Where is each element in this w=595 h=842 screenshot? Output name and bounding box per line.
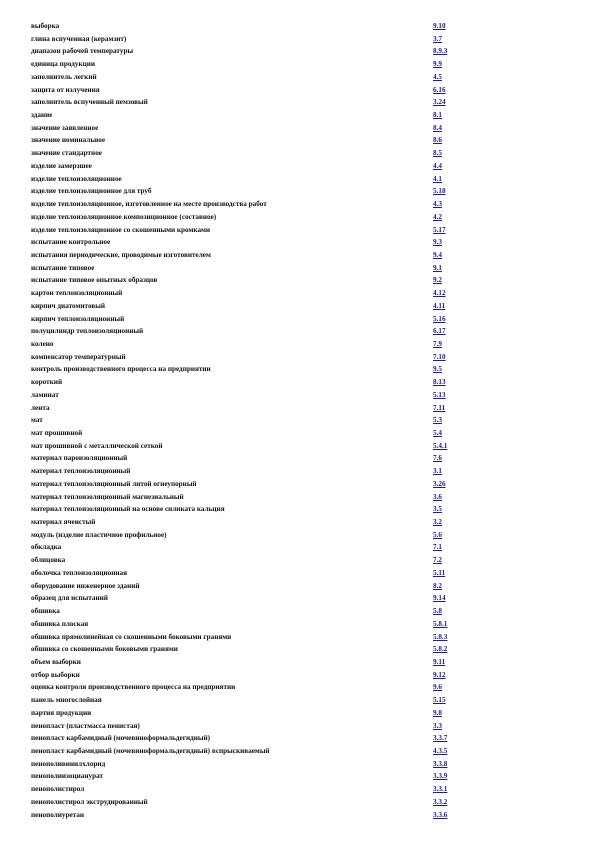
index-row (31, 262, 571, 275)
index-ref-link[interactable]: 3.3.2 (433, 797, 448, 806)
index-ref-link[interactable]: 4.12 (433, 289, 446, 298)
index-row (31, 465, 571, 478)
index-row (31, 529, 571, 542)
index-row (31, 643, 571, 656)
index-row (31, 211, 571, 224)
index-ref-link[interactable]: 5.8 (433, 607, 442, 616)
index-term: кирпич теплоизоляционный (31, 314, 125, 323)
index-row (31, 694, 571, 707)
index-ref-link[interactable]: 5.4 (433, 429, 442, 437)
index-row (31, 580, 571, 593)
index-term: пенополистирол (31, 785, 85, 794)
index-row (31, 809, 571, 822)
index-row (31, 109, 571, 122)
index-ref-link[interactable]: 5.8.1 (433, 619, 448, 628)
index-term: материал теплоизоляционный магнезиальный (31, 492, 184, 501)
index-term: пенополистирол экструдированный (31, 797, 148, 806)
index-row (31, 452, 571, 465)
index-row (31, 313, 571, 326)
index-term: контроль производственного процесса на предприятии (31, 365, 211, 374)
index-row (31, 440, 571, 453)
index-ref-link[interactable]: 8.9.3 (433, 47, 448, 56)
index-term: изделие замерзшее (31, 161, 92, 170)
index-ref-link[interactable]: 3.3.8 (433, 759, 448, 768)
index-ref-link[interactable]: 3.6 (433, 492, 442, 501)
index-term: короткий (31, 378, 63, 387)
index-term: картон теплоизоляционный (31, 289, 123, 298)
index-term: пенопласт карбамидный (мочевиноформальдегидный) (31, 734, 211, 743)
index-row (31, 122, 571, 135)
index-term: глина вспученная (керамзит) (31, 34, 127, 43)
index-row (31, 33, 571, 46)
index-ref-link[interactable]: 7.10 (433, 352, 446, 361)
index-row (31, 160, 571, 173)
index-ref-link[interactable]: 3.3 (433, 721, 442, 730)
index-term: значение заявленное (31, 123, 99, 132)
index-ref-link[interactable]: 4.3.5 (433, 746, 448, 755)
index-row (31, 414, 571, 427)
index-ref-link[interactable]: 5.8.2 (433, 645, 448, 654)
index-term: панель многослойная (31, 696, 102, 705)
index-ref-link[interactable]: 3.3.9 (433, 772, 448, 781)
index-term: облицовка (31, 556, 66, 565)
index-term: значение номинальное (31, 136, 106, 145)
index-term: диапазон рабочей температуры (31, 47, 134, 56)
index-term: изделие теплоизоляционное со скошенными кромками (31, 225, 211, 234)
index-term: компенсатор температурный (31, 352, 126, 361)
index-row (31, 478, 571, 491)
index-row (31, 147, 571, 160)
index-term: материал пароизоляционный (31, 454, 128, 463)
index-term: заполнитель легкий (31, 72, 97, 81)
index-ref-link[interactable]: 5.6 (433, 530, 442, 539)
index-ref-link[interactable]: 6.16 (433, 85, 446, 94)
index-ref-link[interactable]: 9.8 (433, 708, 442, 717)
index-ref-link[interactable]: 3.7 (433, 34, 442, 43)
index-term: полуцилиндр теплоизоляционный (31, 327, 144, 336)
index-ref-link[interactable]: 7.11 (433, 403, 446, 412)
index-term: оболочка теплоизоляционная (31, 568, 128, 577)
index-term: изделие теплоизоляционное (31, 174, 122, 183)
index-row (31, 567, 571, 580)
index-ref-link[interactable]: 7.2 (433, 556, 442, 565)
index-term: пенопласт (пластмасса пенистая) (31, 721, 140, 730)
index-ref-link[interactable]: 9.5 (433, 365, 442, 374)
index-row (31, 325, 571, 338)
index-ref-link[interactable]: 6.17 (433, 327, 446, 336)
index-term: пенополивинилхлорид (31, 759, 106, 768)
index-ref-link[interactable]: 9.2 (433, 276, 442, 285)
index-ref-link[interactable]: 8.1 (433, 111, 442, 120)
index-row (31, 758, 571, 771)
index-row (31, 224, 571, 237)
index-term: испытание типовое опытных образцов (31, 276, 158, 285)
index-term: обшивка прямолинейная со скошенными боковыми гранями (31, 632, 232, 641)
index-ref-link[interactable]: 8.5 (433, 149, 442, 158)
index-ref-link[interactable]: 7.1 (433, 543, 442, 552)
index-row (31, 707, 571, 720)
index-row (31, 656, 571, 669)
index-term: образец для испытаний (31, 594, 108, 603)
index-ref-link[interactable]: 5.4.1 (433, 441, 448, 450)
index-ref-link[interactable]: 5.18 (433, 187, 446, 196)
index-ref-link[interactable]: 3.5 (433, 505, 442, 514)
index-term: обшивка со скошенными боковыми гранями (31, 645, 178, 654)
index-term: здание (31, 111, 53, 120)
index-term: партия продукции (31, 708, 92, 717)
index-term: колено (31, 339, 54, 348)
index-term: пенопласт карбамидный (мочевиноформальдегидный) вспрыскиваемый (31, 746, 270, 755)
index-term: мат прошивной (31, 429, 83, 437)
index-term: лента (31, 403, 50, 412)
index-term: пенополиизоцианурат (31, 772, 104, 781)
index-row (31, 249, 571, 262)
index-row (31, 338, 571, 351)
index-term: пенополиуретан (31, 810, 85, 819)
index-ref-link[interactable]: 9.14 (433, 594, 446, 603)
index-term: материал теплоизоляционный литой огнеупорный (31, 479, 197, 488)
index-ref-link[interactable]: 5.13 (433, 390, 446, 399)
index-row (31, 720, 571, 733)
index-term: выборка (31, 22, 60, 30)
index-row (31, 516, 571, 529)
index-row (31, 351, 571, 364)
index-row (31, 96, 571, 109)
index-row (31, 84, 571, 97)
index-row (31, 541, 571, 554)
index-ref-link[interactable]: 4.2 (433, 212, 442, 221)
index-ref-link[interactable]: 9.11 (433, 657, 446, 666)
index-ref-link[interactable]: 9.3 (433, 238, 442, 247)
index-row (31, 363, 571, 376)
index-ref-link[interactable]: 4.1 (433, 174, 442, 183)
index-term: обшивка плоская (31, 619, 89, 628)
index-ref-link[interactable]: 3.3.1 (433, 785, 448, 794)
index-ref-link[interactable]: 3.3.6 (433, 810, 448, 819)
index-row (31, 274, 571, 287)
index-row (31, 592, 571, 605)
index-row (31, 745, 571, 758)
index-term: мат прошивной с металлической сеткой (31, 441, 163, 450)
index-row (31, 300, 571, 313)
index-ref-link[interactable]: 3.3.7 (433, 734, 448, 743)
index-term: оборудование инженерное зданий (31, 581, 140, 590)
index-term: обкладка (31, 543, 62, 552)
index-row (31, 58, 571, 71)
index-ref-link[interactable]: 9.12 (433, 670, 446, 679)
index-ref-link[interactable]: 9.4 (433, 250, 442, 259)
index-ref-link[interactable]: 4.4 (433, 161, 442, 170)
index-term: испытание контрольное (31, 238, 111, 247)
index-term: единица продукции (31, 60, 96, 69)
index-row (31, 554, 571, 567)
index-ref-link[interactable]: 4.11 (433, 301, 446, 310)
index-ref-link[interactable]: 5.15 (433, 696, 446, 705)
index-ref-link[interactable]: 7.6 (433, 454, 442, 463)
index-ref-link[interactable]: 8.13 (433, 378, 446, 387)
index-row (31, 427, 571, 440)
index-ref-link[interactable]: 8.4 (433, 123, 442, 132)
index-term: мат (31, 416, 43, 425)
index-row (31, 503, 571, 516)
index-ref-link[interactable]: 3.24 (433, 98, 446, 107)
index-row (31, 732, 571, 745)
index-ref-link[interactable]: 5.11 (433, 568, 446, 577)
index-ref-link[interactable]: 5.3 (433, 416, 442, 425)
index-row (31, 402, 571, 415)
index-row (31, 185, 571, 198)
index-row (31, 20, 571, 33)
index-row (31, 287, 571, 300)
index-term: обшивка (31, 607, 60, 616)
index-term: заполнитель вспученный пемзовый (31, 98, 148, 107)
index-row (31, 45, 571, 58)
index-term: ламинат (31, 390, 59, 399)
index-row (31, 491, 571, 504)
index-term: оценка контроля производственного процесса на предприятии (31, 683, 236, 692)
index-row (31, 376, 571, 389)
term-index-list (31, 20, 571, 821)
index-row (31, 669, 571, 682)
index-ref-link[interactable]: 5.16 (433, 314, 446, 323)
index-row (31, 783, 571, 796)
index-ref-link[interactable]: 5.17 (433, 225, 446, 234)
index-term: материал теплоизоляционный (31, 467, 131, 476)
index-term: испытания периодические, проводимые изготовителем (31, 250, 211, 259)
index-ref-link[interactable]: 9.9 (433, 60, 442, 69)
index-row (31, 389, 571, 402)
index-term: защита от излучения (31, 85, 100, 94)
index-term: материал теплоизоляционный на основе силиката кальция (31, 505, 225, 514)
index-ref-link[interactable]: 9.1 (433, 263, 442, 272)
index-term: модуль (изделие пластичное профильное) (31, 530, 167, 539)
index-term: объем выборки (31, 657, 81, 666)
index-ref-link[interactable]: 5.8.3 (433, 632, 448, 641)
index-ref-link[interactable]: 3.2 (433, 518, 442, 527)
index-term: кирпич диатомитовый (31, 301, 106, 310)
index-ref-link[interactable]: 8.2 (433, 581, 442, 590)
index-row (31, 681, 571, 694)
index-row (31, 134, 571, 147)
index-row (31, 770, 571, 783)
index-term: материал ячеистый (31, 518, 96, 527)
index-ref-link[interactable]: 3.1 (433, 467, 442, 476)
index-ref-link[interactable]: 9.10 (433, 22, 446, 30)
index-row (31, 173, 571, 186)
index-ref-link[interactable]: 8.6 (433, 136, 442, 145)
index-ref-link[interactable]: 4.5 (433, 72, 442, 81)
index-ref-link[interactable]: 4.3 (433, 200, 442, 209)
index-term: изделие теплоизоляционное, изготовленное на месте производства работ (31, 200, 267, 209)
index-ref-link[interactable]: 7.9 (433, 339, 442, 348)
index-row (31, 71, 571, 84)
index-row (31, 605, 571, 618)
index-term: испытание типовое (31, 263, 95, 272)
index-term: отбор выборки (31, 670, 80, 679)
index-row (31, 631, 571, 644)
index-term: изделие теплоизоляционное для труб (31, 187, 152, 196)
index-ref-link[interactable]: 9.6 (433, 683, 442, 692)
index-row (31, 198, 571, 211)
index-row (31, 618, 571, 631)
index-row (31, 236, 571, 249)
index-ref-link[interactable]: 3.26 (433, 479, 446, 488)
index-term: значение стандартное (31, 149, 102, 158)
index-term: изделие теплоизоляционное композиционное (составное) (31, 212, 217, 221)
index-row (31, 796, 571, 809)
